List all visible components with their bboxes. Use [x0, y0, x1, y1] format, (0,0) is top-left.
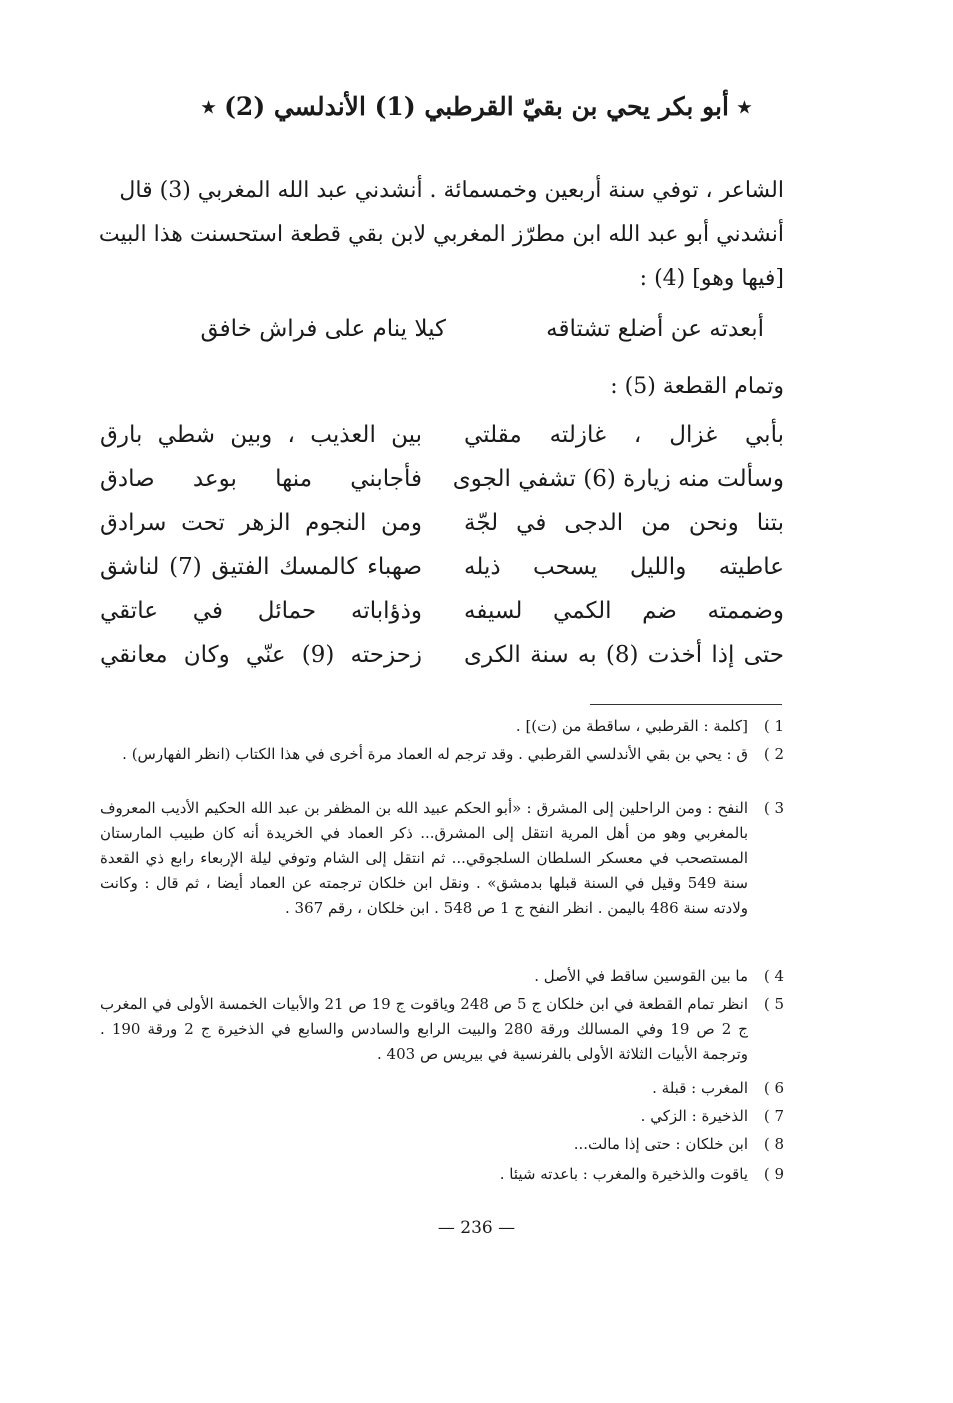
- footnote: [100, 742, 784, 767]
- footnote-text: انظر تمام القطعة في ابن خلكان ج 5 ص 248 وياقوت ج 19 ص 21 والأبيات الخمسة الأولى في المغرب ج 2 ص 19 وفي المسالك ورقة 280 والبيت الرابع والسادس والسابع في الذخيرة ج 2 ورقة 190 . وترجمة الأبيات الثلاثة الأولى بالفرنسية في بيريس ص 403 .: [100, 995, 749, 1063]
- entry-title: ٭ أبو بكر يحي بن بقيّ القرطبي (1) الأندلسي (2) ٭: [201, 92, 752, 121]
- single-verse: [100, 316, 784, 356]
- footnote-number: 2 ): [763, 745, 784, 763]
- verse-first-hemistich: عاطيته والليل يسحب ذيله: [464, 554, 784, 580]
- verse-second-hemistich: وذؤاباته حمائل في عاتقي: [100, 598, 422, 624]
- footnote: [100, 1104, 784, 1129]
- poem-verse: [100, 554, 784, 594]
- poem-verse: [100, 642, 784, 682]
- footnote: [100, 992, 784, 1067]
- footnote-text: النفح : ومن الراحلين إلى المشرق : «أبو الحكم عبيد الله بن المظفر بن عبد الله الحكيم الأديب المعروف بالمغربي وهو من أهل المرية انتقل إلى المشرق... ذكر العماد في الخريدة أنه كان طبيب المارستان المستصحب في معسكر السلطان السلجوقي... ثم انتقل إلى الشام وتوفي ليلة الإربعاء رابع ذي القعدة سنة 549 وقيل في السنة قبلها بدمشق» . ونقل ابن خلكان ترجمته عن العماد أيضا ، ثم قال : وكانت ولادته سنة 486 باليمن . انظر النفح ج 1 ص 548 . ابن خلكان ، رقم 367 .: [100, 799, 748, 917]
- footnote-number: 7 ): [763, 1107, 784, 1125]
- footnote: [100, 796, 784, 921]
- verse-first-hemistich: بتنا ونحن من الدجى في لجّة: [464, 510, 784, 536]
- verse-first-hemistich: أبعدته عن أضلع تشتاقه: [546, 316, 764, 342]
- poem-verse: [100, 598, 784, 638]
- poem-verse: [100, 510, 784, 550]
- footnote-divider: [590, 704, 782, 705]
- poem-verse: [100, 422, 784, 462]
- footnote-text: ياقوت والذخيرة والمغرب : باعدته شيئا .: [499, 1165, 748, 1183]
- verse-first-hemistich: بأبي غزال ، غازلته مقلتي: [464, 422, 784, 448]
- footnote-text: ابن خلكان : حتى إذا مالت...: [573, 1135, 748, 1153]
- intro-line-3: [فيها وهو] (4) :: [639, 266, 784, 291]
- intro-line-2: أنشدني أبو عبد الله ابن مطرّز المغربي لابن بقي قطعة استحسنت هذا البيت: [98, 222, 784, 247]
- footnote-number: 4 ): [763, 967, 784, 985]
- page-number: — 236 —: [437, 1218, 516, 1238]
- verse-second-hemistich: زحزحته (9) عنّي وكان معانقي: [100, 642, 423, 668]
- footnote: [100, 1076, 784, 1101]
- footnote-number: 6 ): [763, 1079, 784, 1097]
- footnote-text: ما بين القوسين ساقط في الأصل .: [534, 967, 748, 985]
- verse-second-hemistich: ومن النجوم الزهر تحت سرادق: [100, 510, 422, 536]
- poem-intro: وتمام القطعة (5) :: [610, 374, 784, 399]
- footnote-text: [كلمة : القرطبي ، ساقطة من (ت)] .: [515, 717, 748, 735]
- poem-verse: [100, 466, 784, 506]
- footnote-number: 9 ): [763, 1165, 784, 1183]
- footnote-number: 1 ): [763, 717, 784, 735]
- footnote-number: 3 ): [763, 799, 784, 817]
- intro-line-1: الشاعر ، توفي سنة أربعين وخمسمائة . أنشدني عبد الله المغربي (3) قال: [119, 178, 784, 203]
- footnote: [100, 1132, 784, 1157]
- verse-first-hemistich: حتى إذا أخذت (8) به سنة الكرى: [464, 642, 784, 668]
- footnote-number: 8 ): [763, 1135, 784, 1153]
- footnote: [100, 714, 784, 739]
- footnote-text: المغرب : قبلة .: [652, 1079, 748, 1097]
- verse-second-hemistich: فأجابني منها بوعد صادق: [100, 466, 422, 492]
- verse-second-hemistich: بين العذيب ، وبين شطي بارق: [100, 422, 422, 448]
- verse-second-hemistich: صهباء كالمسك الفتيق (7) لناشق: [100, 554, 422, 580]
- footnote-number: 5 ): [763, 995, 784, 1013]
- verse-first-hemistich: وضممته ضم الكمي لسيفه: [464, 598, 784, 624]
- footnote: [100, 964, 784, 989]
- footnote-text: الذخيرة : الزكي .: [640, 1107, 748, 1125]
- verse-first-hemistich: وسألت منه زيارة (6) تشفي الجوى: [452, 466, 784, 492]
- footnote: [100, 1162, 784, 1187]
- verse-second-hemistich: كيلا ينام على فراش خافق: [200, 316, 446, 342]
- footnote-text: ق : يحي بن بقي الأندلسي القرطبي . وقد ترجم له العماد مرة أخرى في هذا الكتاب (انظر الفهارس) .: [122, 745, 748, 763]
